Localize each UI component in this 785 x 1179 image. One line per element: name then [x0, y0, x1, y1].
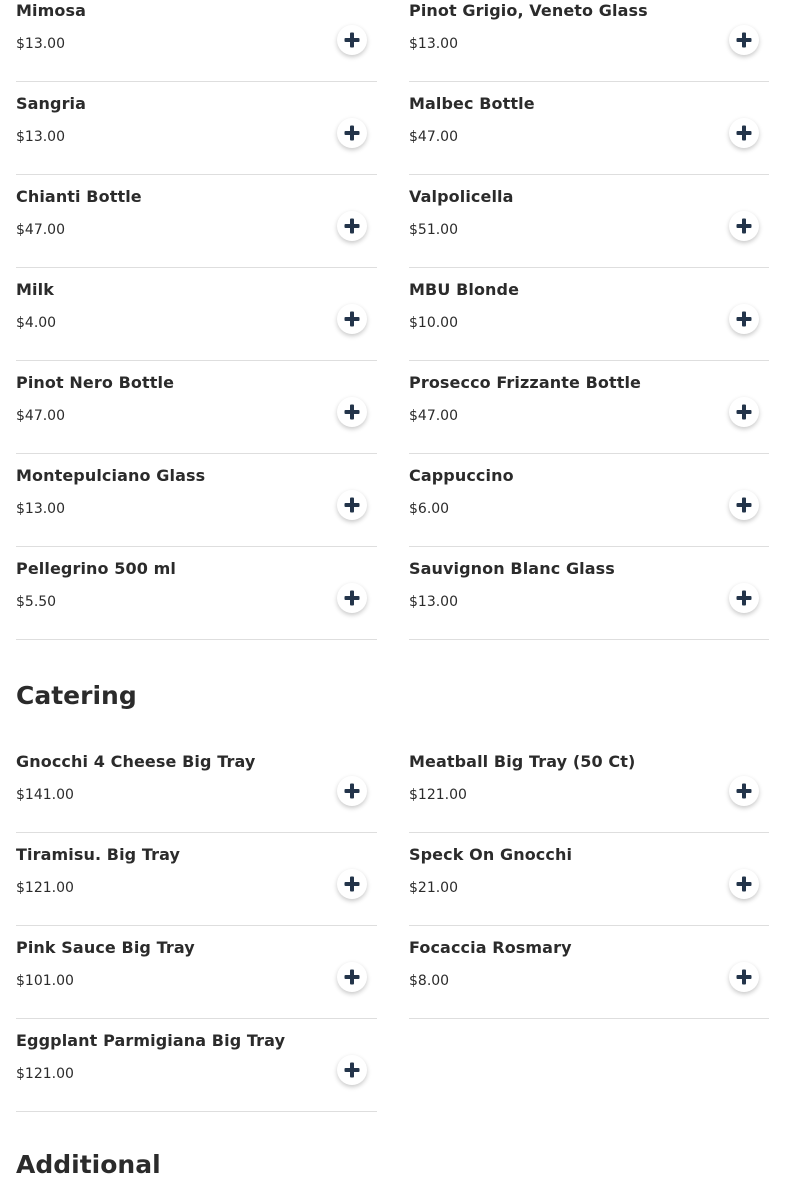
add-to-cart-button[interactable]	[729, 397, 759, 427]
plus-icon	[344, 32, 360, 48]
menu-item[interactable]	[409, 740, 769, 833]
menu-item-name: Tiramisu. Big Tray	[16, 845, 181, 864]
menu-item[interactable]	[409, 361, 769, 454]
menu-item[interactable]	[16, 361, 377, 454]
add-to-cart-button[interactable]	[337, 25, 367, 55]
menu-item-price: $13.00	[16, 36, 65, 52]
menu-item-name: MBU Blonde	[409, 280, 520, 299]
menu-item-name: Milk	[16, 280, 54, 299]
menu-item-price: $121.00	[16, 880, 74, 896]
plus-icon	[736, 125, 752, 141]
menu-item-name: Gnocchi 4 Cheese Big Tray	[16, 752, 256, 771]
add-to-cart-button[interactable]	[729, 304, 759, 334]
add-to-cart-button[interactable]	[337, 583, 367, 613]
menu-item-price: $6.00	[409, 501, 450, 517]
menu-item[interactable]	[16, 82, 377, 175]
menu-item[interactable]	[16, 1019, 377, 1112]
menu-item-price: $47.00	[409, 129, 458, 145]
menu-item[interactable]	[16, 0, 377, 82]
add-to-cart-button[interactable]	[729, 25, 759, 55]
add-to-cart-button[interactable]	[337, 211, 367, 241]
plus-icon	[736, 497, 752, 513]
menu-item-price: $21.00	[409, 880, 458, 896]
catering-menu-grid	[16, 740, 769, 1112]
menu-item-price: $13.00	[409, 594, 458, 610]
menu-item-price: $121.00	[16, 1066, 74, 1082]
menu-item-name: Prosecco Frizzante Bottle	[409, 373, 641, 392]
plus-icon	[344, 125, 360, 141]
menu-item-name: Eggplant Parmigiana Big Tray	[16, 1031, 286, 1050]
menu-item-name: Mimosa	[16, 1, 86, 20]
menu-item-price: $10.00	[409, 315, 458, 331]
plus-icon	[344, 404, 360, 420]
plus-icon	[736, 218, 752, 234]
add-to-cart-button[interactable]	[729, 776, 759, 806]
plus-icon	[736, 783, 752, 799]
menu-item-price: $5.50	[16, 594, 57, 610]
menu-item[interactable]	[409, 926, 769, 1019]
menu-item-price: $8.00	[409, 973, 450, 989]
menu-item-name: Sangria	[16, 94, 87, 113]
menu-item[interactable]	[409, 833, 769, 926]
menu-item-name: Malbec Bottle	[409, 94, 535, 113]
plus-icon	[344, 497, 360, 513]
plus-icon	[736, 404, 752, 420]
menu-item[interactable]	[409, 547, 769, 640]
menu-item-name: Focaccia Rosmary	[409, 938, 572, 957]
add-to-cart-button[interactable]	[337, 304, 367, 334]
add-to-cart-button[interactable]	[337, 776, 367, 806]
menu-item-price: $47.00	[409, 408, 458, 424]
plus-icon	[736, 590, 752, 606]
plus-icon	[344, 969, 360, 985]
add-to-cart-button[interactable]	[337, 869, 367, 899]
menu-item-name: Valpolicella	[409, 187, 514, 206]
plus-icon	[344, 783, 360, 799]
menu-item[interactable]	[16, 833, 377, 926]
menu-item[interactable]	[16, 175, 377, 268]
menu-item-name: Meatball Big Tray (50 Ct)	[409, 752, 636, 771]
add-to-cart-button[interactable]	[729, 211, 759, 241]
menu-item[interactable]	[16, 926, 377, 1019]
menu-item[interactable]	[409, 454, 769, 547]
menu-item[interactable]	[16, 268, 377, 361]
add-to-cart-button[interactable]	[337, 118, 367, 148]
catering-section-title: Catering	[16, 681, 137, 710]
add-to-cart-button[interactable]	[337, 397, 367, 427]
menu-item[interactable]	[409, 268, 769, 361]
add-to-cart-button[interactable]	[729, 869, 759, 899]
add-to-cart-button[interactable]	[729, 583, 759, 613]
menu-item[interactable]	[16, 547, 377, 640]
plus-icon	[344, 218, 360, 234]
menu-item[interactable]	[16, 740, 377, 833]
menu-item-price: $51.00	[409, 222, 458, 238]
menu-item-name: Pinot Nero Bottle	[16, 373, 175, 392]
menu-item-price: $47.00	[16, 222, 65, 238]
menu-item[interactable]	[409, 0, 769, 82]
add-to-cart-button[interactable]	[337, 1055, 367, 1085]
add-to-cart-button[interactable]	[729, 118, 759, 148]
menu-item-name: Montepulciano Glass	[16, 466, 206, 485]
add-to-cart-button[interactable]	[337, 962, 367, 992]
plus-icon	[344, 1062, 360, 1078]
add-to-cart-button[interactable]	[337, 490, 367, 520]
menu-item-name: Speck On Gnocchi	[409, 845, 573, 864]
plus-icon	[344, 590, 360, 606]
menu-item[interactable]	[409, 82, 769, 175]
plus-icon	[344, 311, 360, 327]
menu-item-name: Sauvignon Blanc Glass	[409, 559, 615, 578]
menu-item-price: $141.00	[16, 787, 74, 803]
drinks-menu-grid	[16, 0, 769, 640]
plus-icon	[344, 876, 360, 892]
menu-item-price: $13.00	[409, 36, 458, 52]
menu-item[interactable]	[16, 454, 377, 547]
menu-item-price: $13.00	[16, 501, 65, 517]
menu-item-price: $4.00	[16, 315, 57, 331]
menu-item-name: Pink Sauce Big Tray	[16, 938, 195, 957]
menu-item-price: $121.00	[409, 787, 467, 803]
menu-item-price: $101.00	[16, 973, 74, 989]
menu-item[interactable]	[409, 175, 769, 268]
plus-icon	[736, 969, 752, 985]
additional-section-title: Additional	[16, 1150, 161, 1179]
menu-item-name: Cappuccino	[409, 466, 514, 485]
menu-item-price: $13.00	[16, 129, 65, 145]
plus-icon	[736, 876, 752, 892]
menu-item-name: Pinot Grigio, Veneto Glass	[409, 1, 648, 20]
plus-icon	[736, 32, 752, 48]
add-to-cart-button[interactable]	[729, 490, 759, 520]
plus-icon	[736, 311, 752, 327]
add-to-cart-button[interactable]	[729, 962, 759, 992]
menu-item-name: Pellegrino 500 ml	[16, 559, 177, 578]
menu-item-price: $47.00	[16, 408, 65, 424]
menu-item-name: Chianti Bottle	[16, 187, 142, 206]
